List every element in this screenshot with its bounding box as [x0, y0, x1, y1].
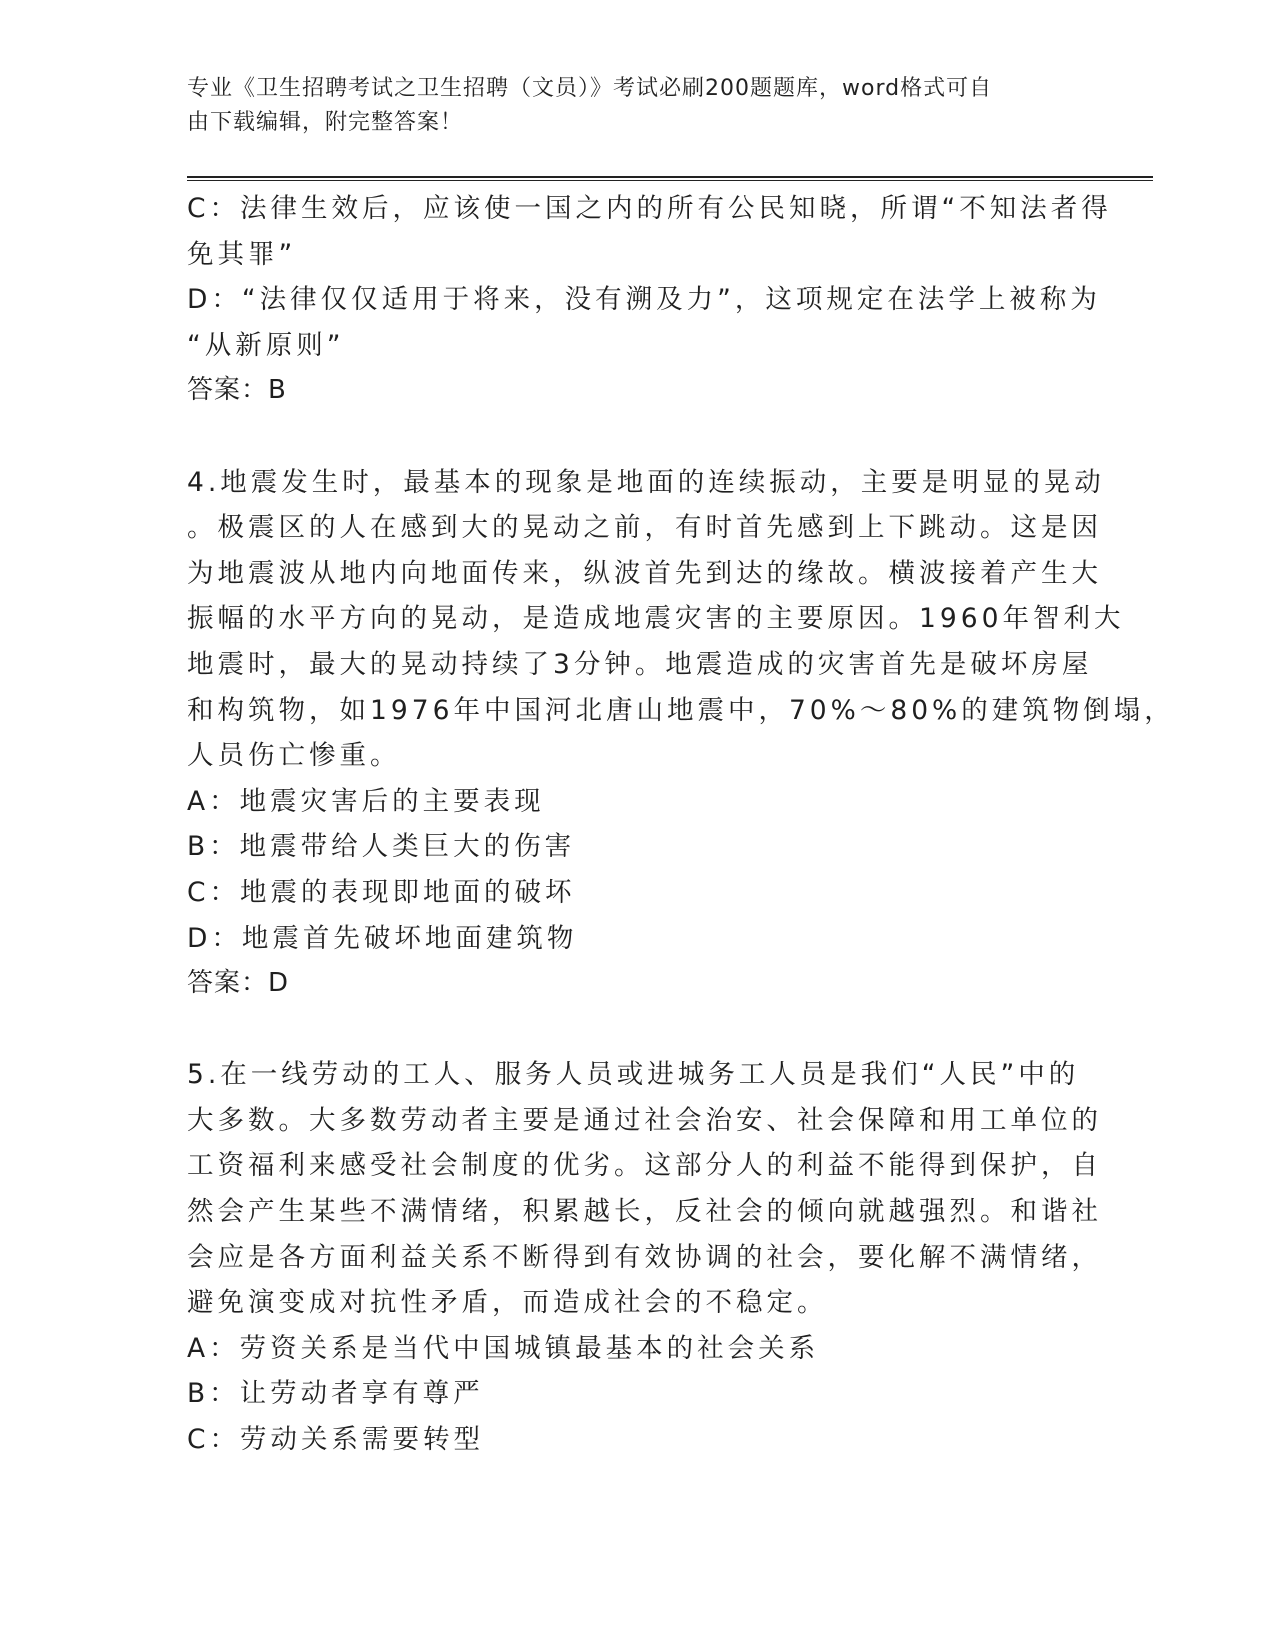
spacer: [187, 414, 1067, 460]
header-divider: [187, 176, 1153, 181]
q5-option-b: B：让劳动者享有尊严: [187, 1378, 484, 1410]
header-title-line1: 专业《卫生招聘考试之卫生招聘（文员）》考试必刷200题题库，word格式可自: [187, 76, 993, 101]
question-content: [187, 186, 1175, 1463]
q5-stem-line: 避免演变成对抗性矛盾，而造成社会的不稳定。: [187, 1287, 828, 1319]
q4-stem-line: 振幅的水平方向的晃动，是造成地震灾害的主要原因。1960年智利大: [187, 603, 1125, 635]
q5-stem-line: 工资福利来感受社会制度的优劣。这部分人的利益不能得到保护，自: [187, 1150, 1102, 1182]
q4-stem-line: 。极震区的人在感到大的晃动之前，有时首先感到上下跳动。这是因: [187, 512, 1102, 544]
spacer: [187, 1007, 1067, 1053]
question-5: [187, 1052, 1102, 1462]
q4-answer: 答案：D: [187, 968, 290, 999]
q3-option-d-line1: D：“法律仅仅适用于将来，没有溯及力”，这项规定在法学上被称为: [187, 284, 1101, 316]
q4-option-d: D：地震首先破坏地面建筑物: [187, 922, 578, 954]
q4-option-c: C：地震的表现即地面的破坏: [187, 876, 576, 908]
q4-stem-line: 和构筑物，如1976年中国河北唐山地震中，70%～80%的建筑物倒塌，: [187, 694, 1175, 726]
q5-stem-line: 会应是各方面利益关系不断得到有效协调的社会，要化解不满情绪，: [187, 1241, 1102, 1273]
header-title-line2: 由下载编辑，附完整答案！: [187, 110, 464, 135]
q3-answer: 答案：B: [187, 375, 287, 406]
page-header: [187, 72, 1067, 140]
q5-option-a: A：劳资关系是当代中国城镇最基本的社会关系: [187, 1332, 820, 1364]
q5-stem-line: 然会产生某些不满情绪，积累越长，反社会的倾向就越强烈。和谐社: [187, 1196, 1102, 1228]
q4-option-b: B：地震带给人类巨大的伤害: [187, 831, 576, 863]
question-3-tail: [187, 186, 1112, 414]
q4-stem-line: 地震时，最大的晃动持续了3分钟。地震造成的灾害首先是破坏房屋: [187, 648, 1093, 680]
q3-option-c-line1: C：法律生效后，应该使一国之内的所有公民知晓，所谓“不知法者得: [187, 193, 1112, 224]
q5-stem-line: 大多数。大多数劳动者主要是通过社会治安、社会保障和用工单位的: [187, 1104, 1102, 1136]
q4-stem-line: 4.地震发生时，最基本的现象是地面的连续振动，主要是明显的晃动: [187, 466, 1105, 498]
q4-stem-line: 人员伤亡惨重。: [187, 740, 401, 772]
q4-option-a: A：地震灾害后的主要表现: [187, 785, 545, 817]
q5-option-c: C：劳动关系需要转型: [187, 1424, 485, 1456]
q3-option-c-line2: 免其罪”: [187, 238, 297, 270]
q4-stem-line: 为地震波从地内向地面传来，纵波首先到达的缘故。横波接着产生大: [187, 557, 1102, 589]
q3-option-d-line2: “从新原则”: [187, 329, 345, 361]
question-4: [187, 460, 1175, 1007]
q5-stem-line: 5.在一线劳动的工人、服务人员或进城务工人员是我们“人民”中的: [187, 1059, 1080, 1091]
